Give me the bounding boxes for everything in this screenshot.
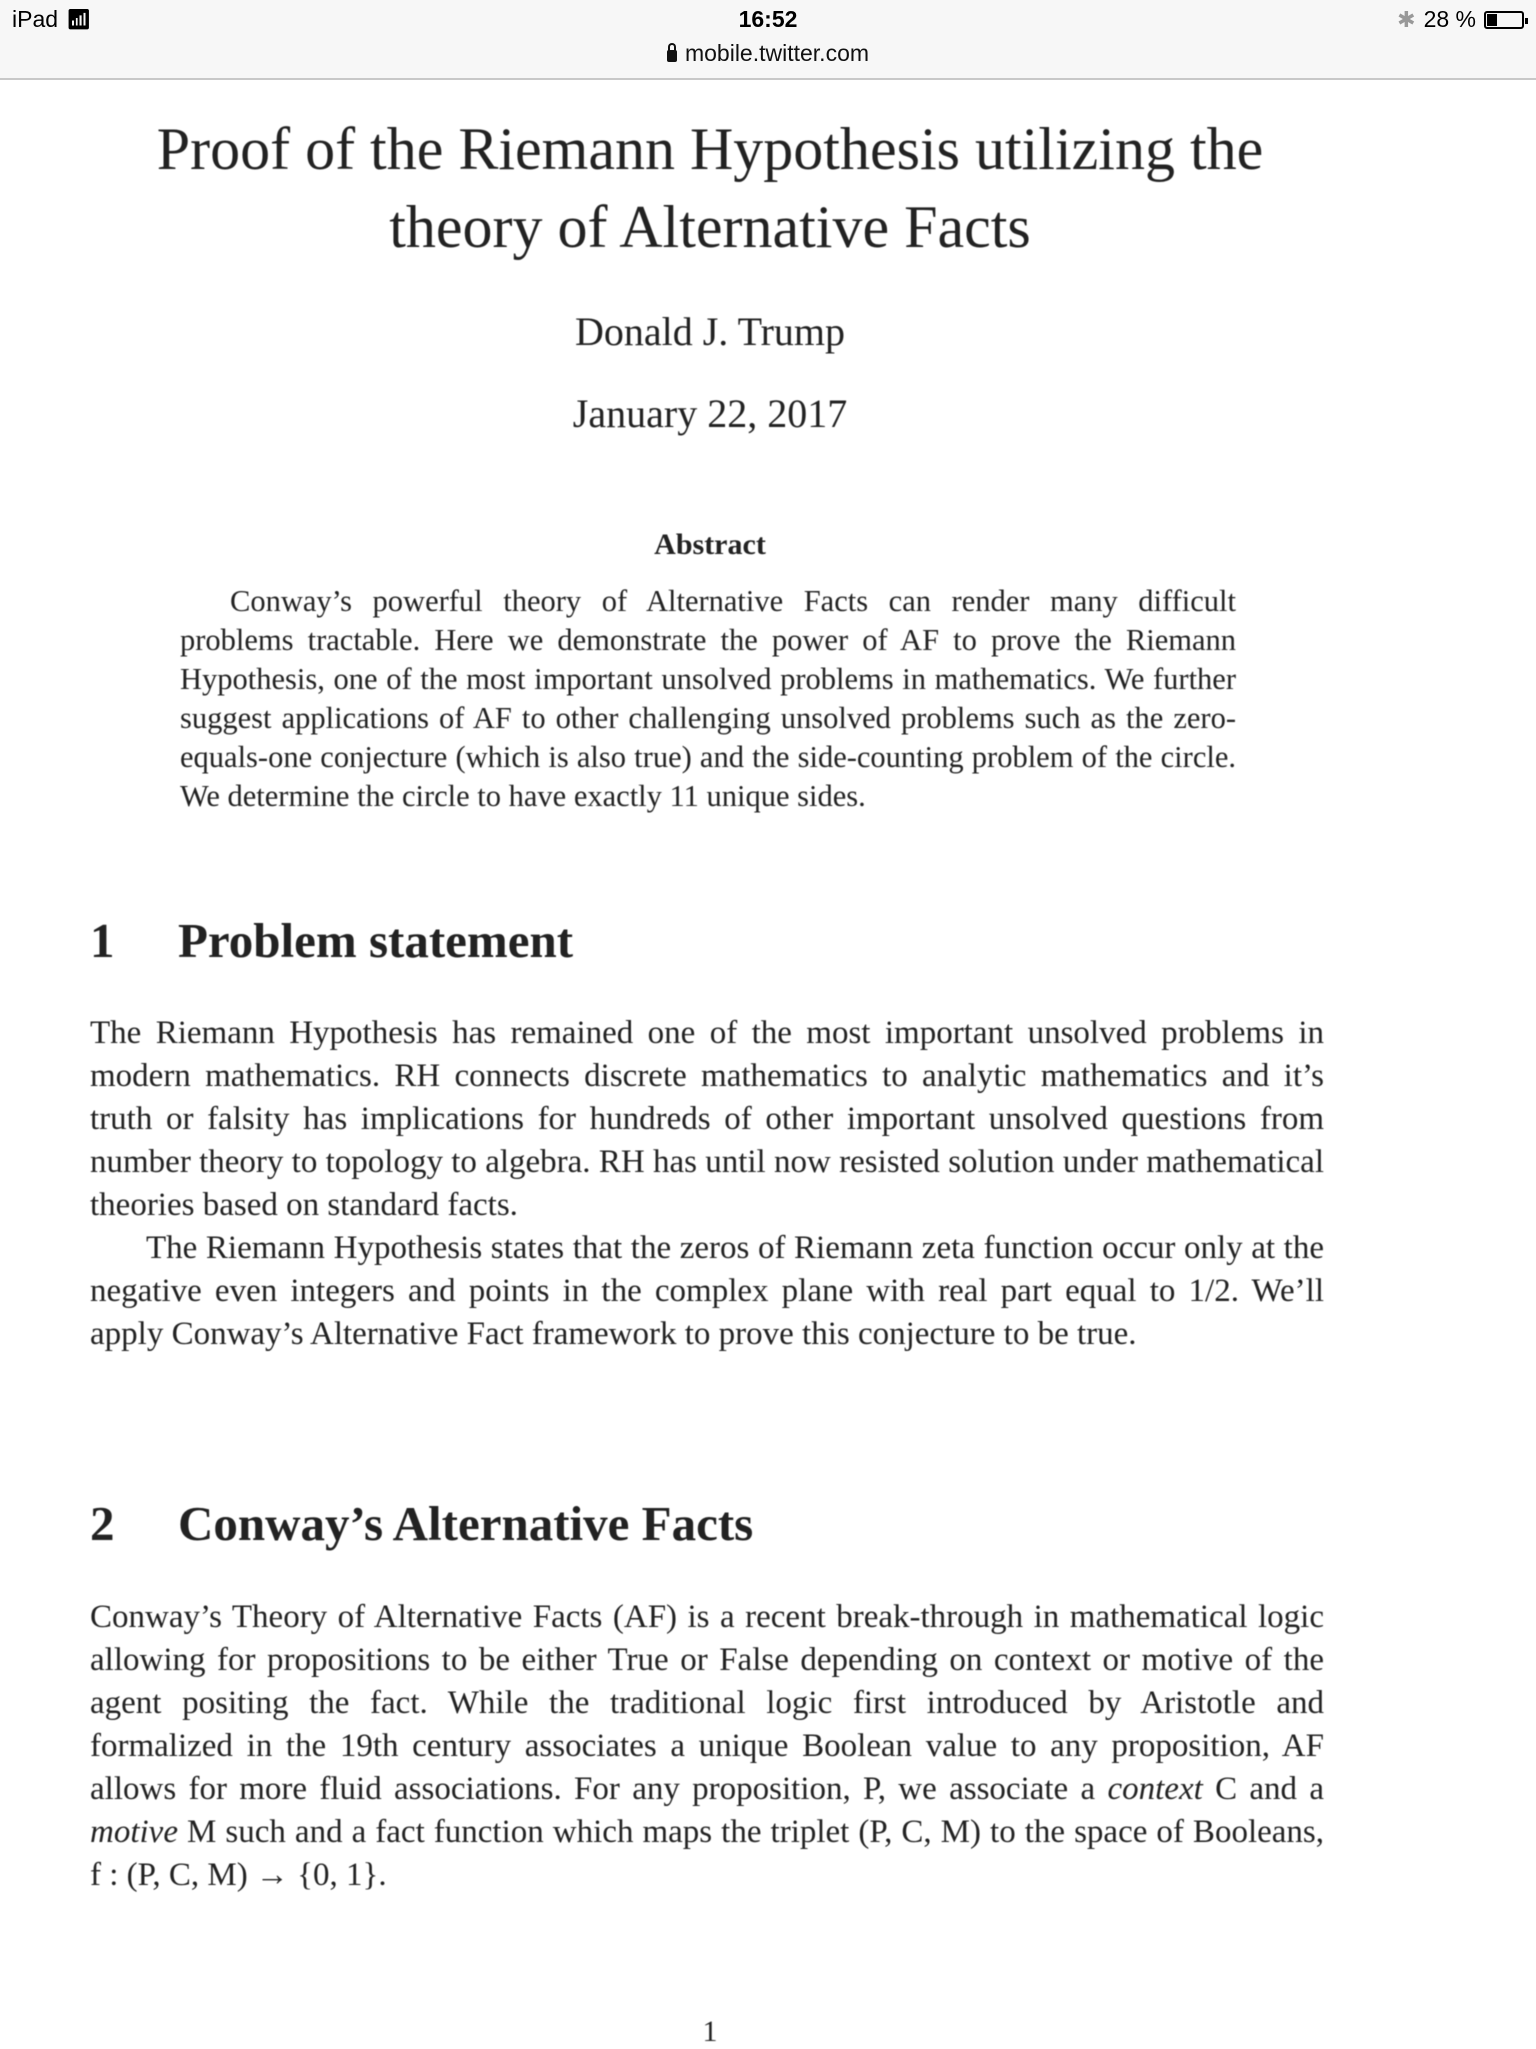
bluetooth-icon: ✱ [1397,6,1416,32]
device-name: iPad [12,6,59,32]
title-line-1: Proof of the Riemann Hypothesis utilizing the [156,116,1264,182]
ios-status-bar [0,0,1536,80]
abstract-text: Conway’s powerful theory of Alternative Facts can render many difficult problems tractable. Here we demonstrate the power of AF to prove the Riemann Hypothesis, one of the most important unsolved problems in mathematics. We further suggest applications of AF to other challenging unsolved problems such as the zero-equals-one conjecture (which is also true) and the side-counting problem of the circle. We determine the circle to have exactly 11 unique sides. [180,584,1236,813]
paragraph: The Riemann Hypothesis states that the zeros of Riemann zeta function occur only at the negative even integers and points in the complex plane with real part equal to 1/2. We’ll apply Conway’s Alternative Fact framework to prove this conjecture to be true. [90,1230,1324,1352]
italic-term: motive [90,1814,178,1850]
paragraph [90,1596,1324,1897]
text-run: M such and a fact function which maps the triplet (P, C, M) to the space of Booleans, f : (P, C, M) → {0, 1}. [90,1814,1324,1893]
section-heading-2 [90,1495,753,1552]
address-bar[interactable] [0,40,1536,67]
section-number: 1 [90,913,115,968]
section-title: Conway’s Alternative Facts [178,1496,754,1551]
italic-term: context [1107,1771,1203,1807]
section-2-body [90,1596,1324,1897]
battery-percent: 28 % [1423,6,1476,32]
battery-icon [1484,11,1524,29]
paper-date: January 22, 2017 [572,391,848,436]
url-text: mobile.twitter.com [684,40,870,66]
abstract-heading: Abstract [654,528,766,561]
section-heading-1 [90,912,573,969]
text-run: Conway’s Theory of Alternative Facts (AF) is a recent break-through in mathematical logic allowing for propositions to be either True or False depending on context or motive of the agent positing the fact. While the traditional logic first introduced by Aristotle and formalized in the 19th century associates a unique Boolean value to any proposition, AF allows for more fluid associations. For any proposition, P, we associate a [90,1599,1324,1807]
title-line-2: theory of Alternative Facts [389,194,1031,260]
battery-fill [1487,14,1497,26]
section-title: Problem statement [178,913,574,968]
text-run: C and a [1215,1771,1325,1807]
paragraph: The Riemann Hypothesis has remained one of the most important unsolved problems in modern mathematics. RH connects discrete mathematics to analytic mathematics and it’s truth or falsity has implications for hundreds of other important unsolved questions from number theory to topology to algebra. RH has until now resisted solution under mathematical theories based on standard facts. [90,1015,1324,1223]
status-right [1397,6,1524,33]
clock: 16:52 [738,6,798,32]
wifi-icon: 📶︎ [66,9,92,31]
section-number: 2 [90,1496,115,1551]
paper-author: Donald J. Trump [574,309,846,354]
paper-title [0,110,1420,266]
page-number: 1 [702,2015,718,2048]
section-1-body [90,1012,1324,1356]
lock-icon [667,50,677,62]
